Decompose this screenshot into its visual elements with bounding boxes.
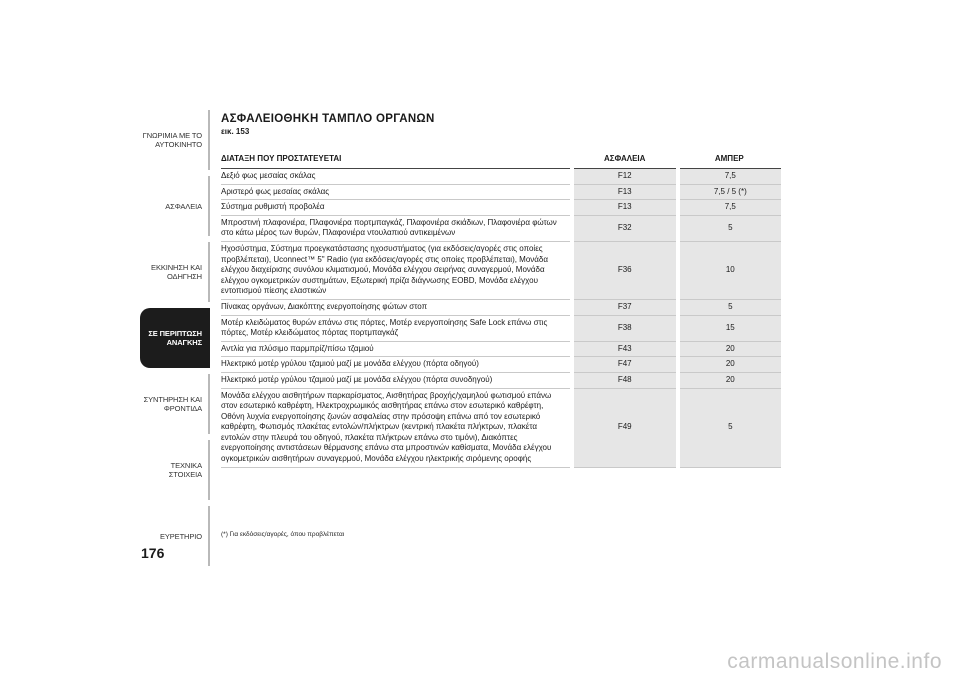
tab-maintenance[interactable]: [140, 374, 210, 434]
row-fuse: F49: [572, 388, 678, 467]
row-amperes: 5: [678, 388, 781, 467]
row-device: Ηλεκτρικό μοτέρ γρύλου τζαμιού μαζί με μονάδα ελέγχου (πόρτα οδηγού): [221, 357, 572, 373]
tab-label: ΣΥΝΤΗΡΗΣΗ ΚΑΙ ΦΡΟΝΤΙΔΑ: [143, 395, 202, 413]
table-row: [221, 241, 781, 299]
tab-label: ΣΕ ΠΕΡΙΠΤΩΣΗ ΑΝΑΓΚΗΣ: [148, 329, 202, 347]
table-row: [221, 215, 781, 241]
row-device: Μοτέρ κλειδώματος θυρών επάνω στις πόρτες, Μοτέρ ενεργοποίησης Safe Lock επάνω στις πόρτες, Μοτέρ κλειδώματος πόρτας πορτμπαγκάζ: [221, 315, 572, 341]
row-fuse: F48: [572, 372, 678, 388]
row-amperes: 7,5: [678, 200, 781, 216]
row-fuse: F38: [572, 315, 678, 341]
table-row: [221, 169, 781, 185]
row-device: Αριστερό φως μεσαίας σκάλας: [221, 184, 572, 200]
tab-label: ΑΣΦΑΛΕΙΑ: [165, 201, 202, 211]
header-fuse: ΑΣΦΑΛΕΙΑ: [572, 150, 678, 169]
row-device: Αντλία για πλύσιμο παρμπρίζ/πίσω τζαμιού: [221, 341, 572, 357]
table-header-row: [221, 150, 781, 169]
table-row: [221, 184, 781, 200]
row-fuse: F32: [572, 215, 678, 241]
tab-starting-driving[interactable]: [140, 242, 210, 302]
tab-getting-to-know-car[interactable]: [140, 110, 210, 170]
page-number: 176: [141, 545, 165, 561]
fuse-table: [221, 150, 781, 468]
table-row: [221, 341, 781, 357]
table-row: [221, 315, 781, 341]
tab-label: ΓΝΩΡΙΜΙΑ ΜΕ ΤΟ ΑΥΤΟΚΙΝΗΤΟ: [142, 131, 202, 149]
tab-label: ΕΥΡΕΤΗΡΙΟ: [159, 531, 202, 541]
row-device: Ηχοσύστημα, Σύστημα προεγκατάστασης ηχοσυστήματος (για εκδόσεις/αγορές στις οποίες προβλέπεται), Uconnect™ 5" Radio (για εκδόσεις/αγορές στις οποίες προβλέπεται), Μονάδα ελέγχου διαχείρισης συνόλου κλιματισμού, Μονάδα ελέγχου σειρήνας συναγερμού, Μονάδα ελέγχου ογκομετρικών συστημάτων, Εξωτερική πρίζα διάγνωσης EOBD, Μονάδα ελέγχου εντοπισμού πίεσης ελαστικών: [221, 241, 572, 299]
row-amperes: 20: [678, 341, 781, 357]
row-fuse: F37: [572, 299, 678, 315]
table-row: [221, 388, 781, 467]
row-device: Μονάδα ελέγχου αισθητήρων παρκαρίσματος, Αισθητήρας βροχής/χαμηλού φωτισμού επάνω στον εσωτερικό καθρέφτη, Ηλεκτροχρωμικός αισθητήρας επάνω στον εσωτερικό καθρέφτη, Οθόνη λυχνία ενεργοποίησης ζωνών ασφαλείας στην πρόσοψη επάνω από τον εσωτερικό καθρέφτη, Φωτισμός πλακέτας εντολών/πλήκτρων (κεντρική πλακέτα πλήκτρων, πλακέτα εντολών στην πλευρά του οδηγού, πλακέτα πλήκτρων επάνω στο τιμόνι), Διακόπτες ενεργοποίησης αντιστάσεων θέρμανσης επάνω στα μπροστινών καθίσματα, Μονάδα ελέγχου ογκομετρικών αισθητήρων συναγερμού, Μονάδα ελέγχου ηλεκτρικής σιρόμενης οροφής: [221, 388, 572, 467]
row-amperes: 5: [678, 299, 781, 315]
row-amperes: 20: [678, 372, 781, 388]
footnote: (*) Για εκδόσεις/αγορές, όπου προβλέπεται: [221, 531, 345, 538]
row-device: Δεξιό φως μεσαίας σκάλας: [221, 169, 572, 185]
table-row: [221, 299, 781, 315]
tab-label: ΕΚΚΙΝΗΣΗ ΚΑΙ ΟΔΗΓΗΣΗ: [151, 263, 202, 281]
tab-emergency[interactable]: [140, 308, 210, 368]
chapter-sidebar: [140, 110, 210, 572]
table-row: [221, 200, 781, 216]
row-amperes: 7,5: [678, 169, 781, 185]
row-fuse: F13: [572, 184, 678, 200]
header-amperes: ΑΜΠΕΡ: [678, 150, 781, 169]
row-amperes: 7,5 / 5 (*): [678, 184, 781, 200]
tab-safety[interactable]: [140, 176, 210, 236]
page-title: ΑΣΦΑΛΕΙΟΘΗΚΗ ΤΑΜΠΛΟ ΟΡΓΑΝΩΝ: [221, 113, 435, 125]
tab-label: ΤΕΧΝΙΚΑ ΣΤΟΙΧΕΙΑ: [168, 461, 202, 479]
row-amperes: 10: [678, 241, 781, 299]
header-device: ΔΙΑΤΑΞΗ ΠΟΥ ΠΡΟΣΤΑΤΕΥΕΤΑΙ: [221, 150, 572, 169]
row-fuse: F47: [572, 357, 678, 373]
row-device: Ηλεκτρικό μοτέρ γρύλου τζαμιού μαζί με μονάδα ελέγχου (πόρτα συνοδηγού): [221, 372, 572, 388]
row-fuse: F43: [572, 341, 678, 357]
row-device: Μπροστινή πλαφονιέρα, Πλαφονιέρα πορτμπαγκάζ, Πλαφονιέρα σκιάδιων, Πλαφονιέρα φώτων στο κάτω μέρος των θυρών, Πλαφονιέρα ντουλαπιού αντικειμένων: [221, 215, 572, 241]
row-amperes: 20: [678, 357, 781, 373]
row-amperes: 15: [678, 315, 781, 341]
figure-reference: εικ. 153: [221, 127, 250, 136]
table-row: [221, 357, 781, 373]
tab-technical-data[interactable]: [140, 440, 210, 500]
row-device: Σύστημα ρυθμιστή προβολέα: [221, 200, 572, 216]
table-row: [221, 372, 781, 388]
row-amperes: 5: [678, 215, 781, 241]
row-fuse: F13: [572, 200, 678, 216]
row-fuse: F12: [572, 169, 678, 185]
row-device: Πίνακας οργάνων, Διακόπτης ενεργοποίησης φώτων στοπ: [221, 299, 572, 315]
watermark: carmanualsonline.info: [727, 650, 942, 673]
row-fuse: F36: [572, 241, 678, 299]
